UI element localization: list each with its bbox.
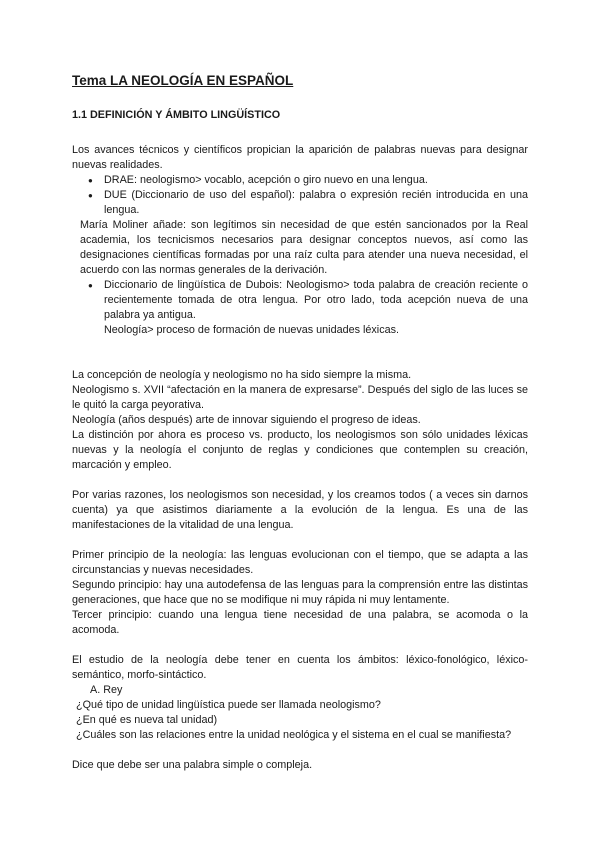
list-item: ● Diccionario de lingüística de Dubois: Neologismo> toda palabra de creación reciente o recientemente tomada de otra lengua. Por otro lado, toda acepción nueva de una palabra ya antigua. [104, 278, 528, 323]
principio-line: Segundo principio: hay una autodefensa de las lenguas para la comprensión entre las distintas generaciones, que hace que no se modifique ni muy rápida ni muy lentamente. [72, 579, 528, 606]
lettered-item: A. Rey [90, 684, 123, 696]
dubois-list [72, 278, 528, 323]
concepcion-line: La distinción por ahora es proceso vs. producto, los neologismos son sólo unidades léxicas nuevas y la neología el conjunto de reglas y condiciones que contemplen su creación, marcación y empleo. [72, 429, 528, 471]
moliner-paragraph: María Moliner añade: son legítimos sin necesidad de que estén sancionados por la Real academia, los tecnicismos necesarios para designar conceptos nuevos, así como las designaciones científicas formadas por una raíz culta para atender una nueva necesidad, el acuerdo con las normas generales de la derivación. [80, 219, 528, 276]
section-heading: 1.1 DEFINICIÓN Y ÁMBITO LINGÜÍSTICO [72, 109, 281, 121]
neologia-definition: Neología> proceso de formación de nuevas unidades léxicas. [104, 324, 400, 336]
definitions-list [72, 173, 528, 218]
concepcion-line: La concepción de neología y neologismo no ha sido siempre la misma. [72, 369, 412, 381]
concepcion-line: Neología (años después) arte de innovar siguiendo el progreso de ideas. [72, 414, 421, 426]
razones-paragraph: Por varias razones, los neologismos son necesidad, y los creamos todos ( a veces sin darnos cuenta) ya que asistimos diariamente a la evolución de la lengua. Es una de las manifestaciones de la vitalidad de una lengua. [72, 489, 528, 531]
page-title: Tema LA NEOLOGÍA EN ESPAÑOL [72, 73, 294, 88]
question-line: ¿En qué es nueva tal unidad) [76, 714, 218, 726]
intro-paragraph: Los avances técnicos y científicos propician la aparición de palabras nuevas para designar nuevas realidades. [72, 144, 528, 171]
question-line: ¿Qué tipo de unidad lingüística puede ser llamada neologismo? [76, 699, 381, 711]
principio-line: Tercer principio: cuando una lengua tiene necesidad de una palabra, se acomoda o la acomoda. [72, 609, 528, 636]
estudio-paragraph: El estudio de la neología debe tener en cuenta los ámbitos: léxico-fonológico, léxico-semántico, morfo-sintáctico. [72, 654, 528, 681]
closing-line: Dice que debe ser una palabra simple o compleja. [72, 759, 313, 771]
concepcion-line: Neologismo s. XVII “afectación en la manera de expresarse”. Después del siglo de las luces se le quitó la carga peyorativa. [72, 384, 528, 411]
list-item: ● DRAE: neologismo> vocablo, acepción o giro nuevo en una lengua. [104, 173, 528, 188]
question-line: ¿Cuáles son las relaciones entre la unidad neológica y el sistema en el cual se manifiesta? [76, 729, 512, 741]
list-item: ● DUE (Diccionario de uso del español): palabra o expresión recién introducida en una lengua. [104, 188, 528, 218]
principio-line: Primer principio de la neología: las lenguas evolucionan con el tiempo, que se adapta a las circunstancias y nuevas necesidades. [72, 549, 528, 576]
